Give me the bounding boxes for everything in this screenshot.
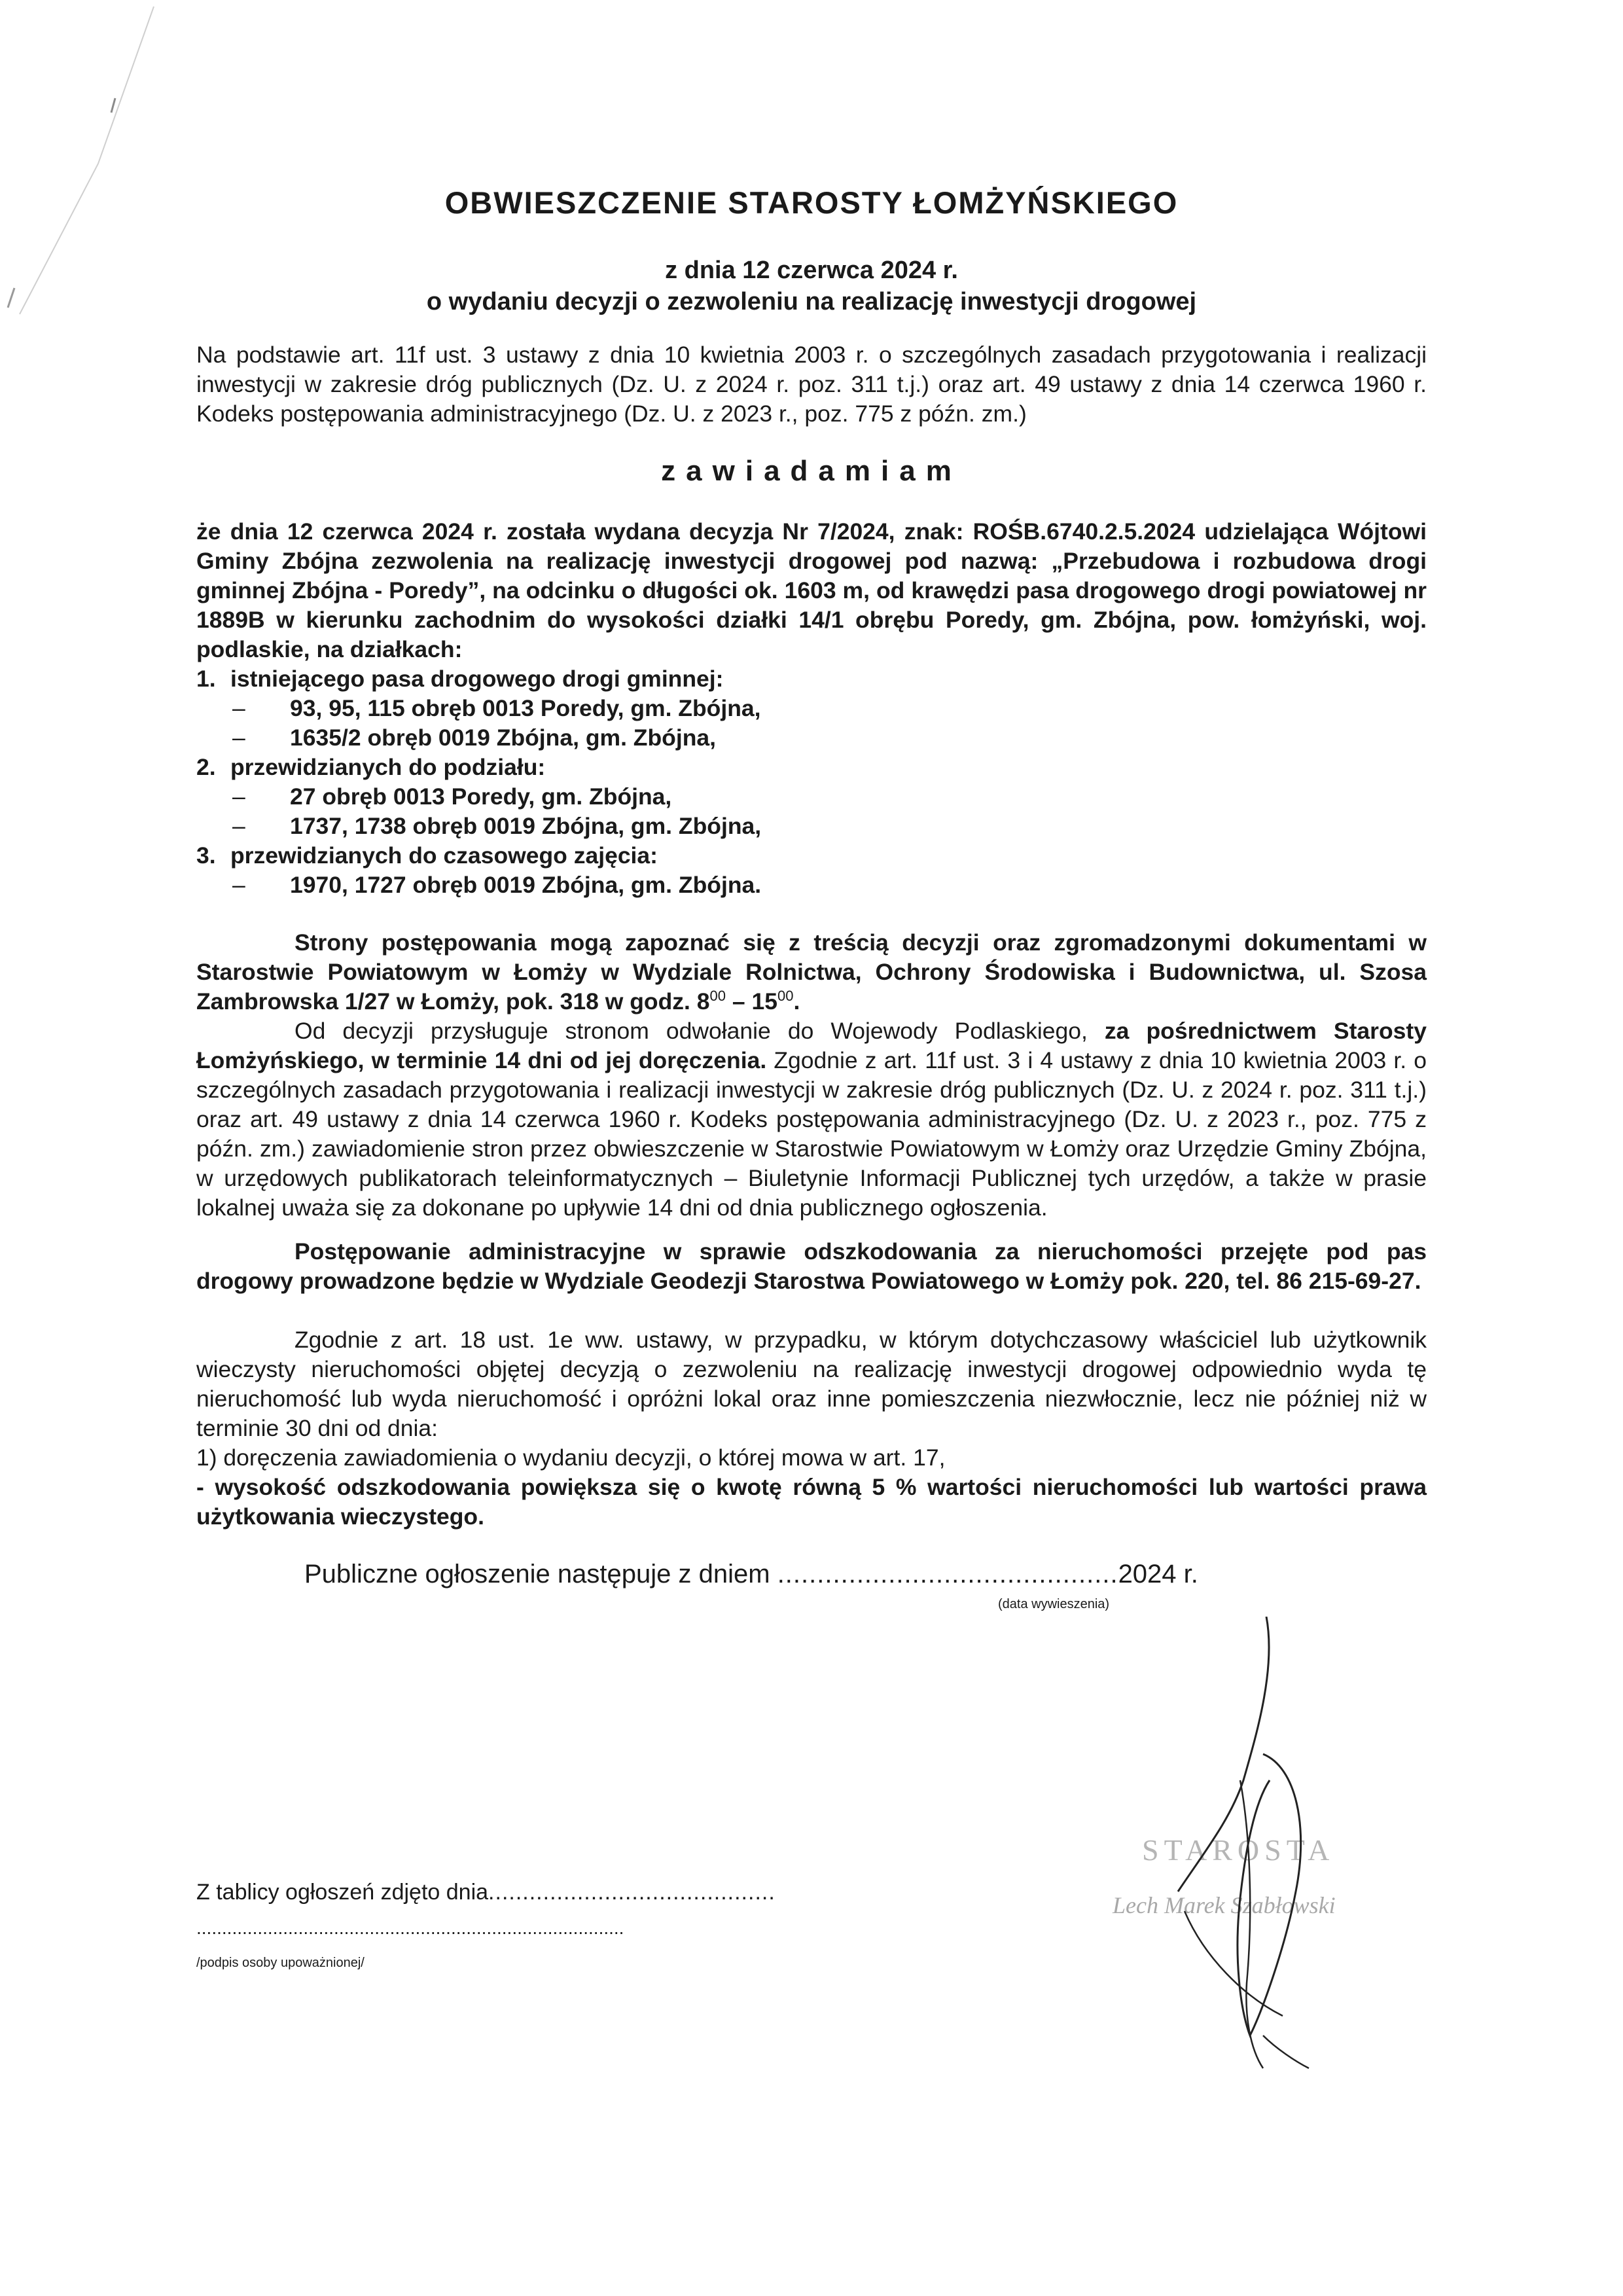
document-date: z dnia 12 czerwca 2024 r. (665, 257, 958, 284)
stamp-office: STAROSTA (1142, 1833, 1335, 1867)
plots-group (196, 664, 1427, 694)
plots-group-label: istniejącego pasa drogowego drogi gminnej: (230, 666, 724, 692)
appeal-bold: za pośrednictwem Starosty Łomżyńskiego, w terminie 14 dni od jej doręczenia. (196, 1018, 1427, 1073)
removed-label: Z tablicy ogłoszeń zdjęto dnia (196, 1880, 489, 1905)
plots-group (196, 753, 1427, 782)
date-caption: (data wywieszenia) (998, 1597, 1110, 1611)
handwritten-signature (1099, 1617, 1440, 2075)
plot-item-text: 1737, 1738 obręb 0019 Zbójna, gm. Zbójna, (290, 813, 762, 839)
plot-item-text: 27 obręb 0013 Poredy, gm. Zbójna, (290, 783, 672, 810)
plot-item-text: 93, 95, 115 obręb 0013 Poredy, gm. Zbójna, (290, 695, 761, 721)
public-notice-line (304, 1560, 1198, 1589)
plot-item: – 93, 95, 115 obręb 0013 Poredy, gm. Zbójna, (232, 695, 761, 721)
plot-item: – 1635/2 obręb 0019 Zbójna, gm. Zbójna, (232, 725, 717, 751)
appeal-rest: Zgodnie z art. 11f ust. 3 i 4 ustawy z dnia 10 kwietnia 2003 r. o szczególnych zasadach przygotowania i realizacji inwestycji w zakresie dróg publicznych (Dz. U. z 2024 r. poz. 311 t.j.) oraz art. 49 ustawy z dnia 14 czerwca 1960 r. Kodeks postępowania administracyjnego (Dz. U. z 2023 r., poz. 775 z późn. zm.) zawiadomienie stron przez obwieszczenie w Starostwie Powiatowym w Łomży oraz Urzędzie Gminy Zbójna, w urzędowych publikatorach teleinformatycznych – Biuletynie Informacji Publicznej tych urzędów, a także w prasie lokalnej uważa się za dokonane po upływie 14 dni od dnia publicznego ogłoszenia. (196, 1047, 1427, 1221)
plots-list (196, 664, 1427, 900)
appeal-paragraph (196, 1016, 1427, 1223)
list-number: 2. (196, 754, 216, 780)
document-subject: o wydaniu decyzji o zezwoleniu na realizację inwestycji drogowej (426, 288, 1197, 315)
plot-item: – 1970, 1727 obręb 0019 Zbójna, gm. Zbójna. (232, 872, 762, 898)
removed-dots: .......................................... (488, 1880, 776, 1905)
legal-basis-paragraph: Na podstawie art. 11f ust. 3 ustawy z dnia 10 kwietnia 2003 r. o szczególnych zasadach przygotowania i realizacji inwestycji w zakresie dróg publicznych (Dz. U. z 2024 r. poz. 311 t.j.) oraz art. 49 ustawy z dnia 14 czerwca 1960 r. Kodeks postępowania administracyjnego (Dz. U. z 2023 r., poz. 775 z późn. zm.) (196, 342, 1427, 427)
hours-separator: – 15 (726, 988, 777, 1014)
art18-paragraph: Zgodnie z art. 18 ust. 1e ww. ustawy, w przypadku, w którym dotychczasowy właściciel lub użytkownik wieczysty nieruchomości objętej decyzją o zezwoleniu na realizację inwestycji drogowej odpowiednio wyda tę nieruchomość lub wyda nieruchomość i opróżni lokal oraz inne pomieszczenia niezwłocznie, lecz nie później niż w terminie 30 dni od dnia: (196, 1327, 1427, 1441)
removed-line (196, 1880, 776, 1905)
access-text: Strony postępowania mogą zapoznać się z treścią decyzji oraz zgromadzonymi dokumentami w Starostwie Powiatowym w Łomży w Wydziale Rolnictwa, Ochrony Środowiska i Budownictwa, ul. Szosa Zambrowska 1/27 w Łomży, pok. 318 w godz. 8 (196, 929, 1427, 1014)
plots-group-label: przewidzianych do podziału: (230, 754, 546, 780)
plot-item-text: 1970, 1727 obręb 0019 Zbójna, gm. Zbójna. (290, 872, 762, 898)
announcement-heading: zawiadamiam (661, 455, 962, 487)
list-number: 1. (196, 666, 216, 692)
plot-item-text: 1635/2 obręb 0019 Zbójna, gm. Zbójna, (290, 725, 717, 751)
plots-group (196, 841, 1427, 870)
hours-start-sup: 00 (709, 988, 726, 1005)
access-paragraph (196, 928, 1427, 1016)
public-notice-label: Publiczne ogłoszenie następuje z dniem (304, 1560, 770, 1588)
signature-caption: /podpis osoby upoważnionej/ (196, 1956, 365, 1970)
compensation-paragraph: Postępowanie administracyjne w sprawie odszkodowania za nieruchomości przejęte pod pas drogowy prowadzone będzie w Wydziale Geodezji Starostwa Powiatowego w Łomży pok. 220, tel. 86 215-69-27. (196, 1238, 1427, 1294)
signature-dots: .................................................................................... (196, 1918, 624, 1938)
stamp-name: Lech Marek Szabłowski (1113, 1892, 1336, 1918)
list-number: 3. (196, 842, 216, 869)
document-title: OBWIESZCZENIE STAROSTY ŁOMŻYŃSKIEGO (444, 185, 1179, 220)
decision-paragraph: że dnia 12 czerwca 2024 r. została wydana decyzja Nr 7/2024, znak: ROŚB.6740.2.5.2024 udzielająca Wójtowi Gminy Zbójna zezwolenia na realizację inwestycji drogowej pod nazwą: „Przebudowa i rozbudowa drogi gminnej Zbójna - Poredy”, na odcinku o długości ok. 1603 m, od krawędzi pasa drogowego drogi powiatowej nr 1889B w kierunku zachodnim do wysokości działki 14/1 obrębu Poredy, gm. Zbójna, pow. łomżyński, woj. podlaskie, na działkach: (196, 518, 1427, 662)
hours-end-sup: 00 (777, 988, 794, 1005)
public-notice-dots: ........................................... (777, 1560, 1118, 1588)
plots-group-label: przewidzianych do czasowego zajęcia: (230, 842, 658, 869)
public-notice-year: 2024 r. (1118, 1560, 1198, 1588)
art18-point: 1) doręczenia zawiadomienia o wydaniu decyzji, o której mowa w art. 17, (196, 1444, 946, 1471)
art18-bonus: - wysokość odszkodowania powiększa się o kwotę równą 5 % wartości nieruchomości lub wartości prawa użytkowania wieczystego. (196, 1474, 1427, 1530)
plot-item: – 1737, 1738 obręb 0019 Zbójna, gm. Zbójna, (232, 813, 762, 839)
access-period: . (793, 988, 800, 1014)
appeal-intro: Od decyzji przysługuje stronom odwołanie do Wojewody Podlaskiego, (294, 1018, 1105, 1044)
plot-item: – 27 obręb 0013 Poredy, gm. Zbójna, (232, 783, 672, 810)
